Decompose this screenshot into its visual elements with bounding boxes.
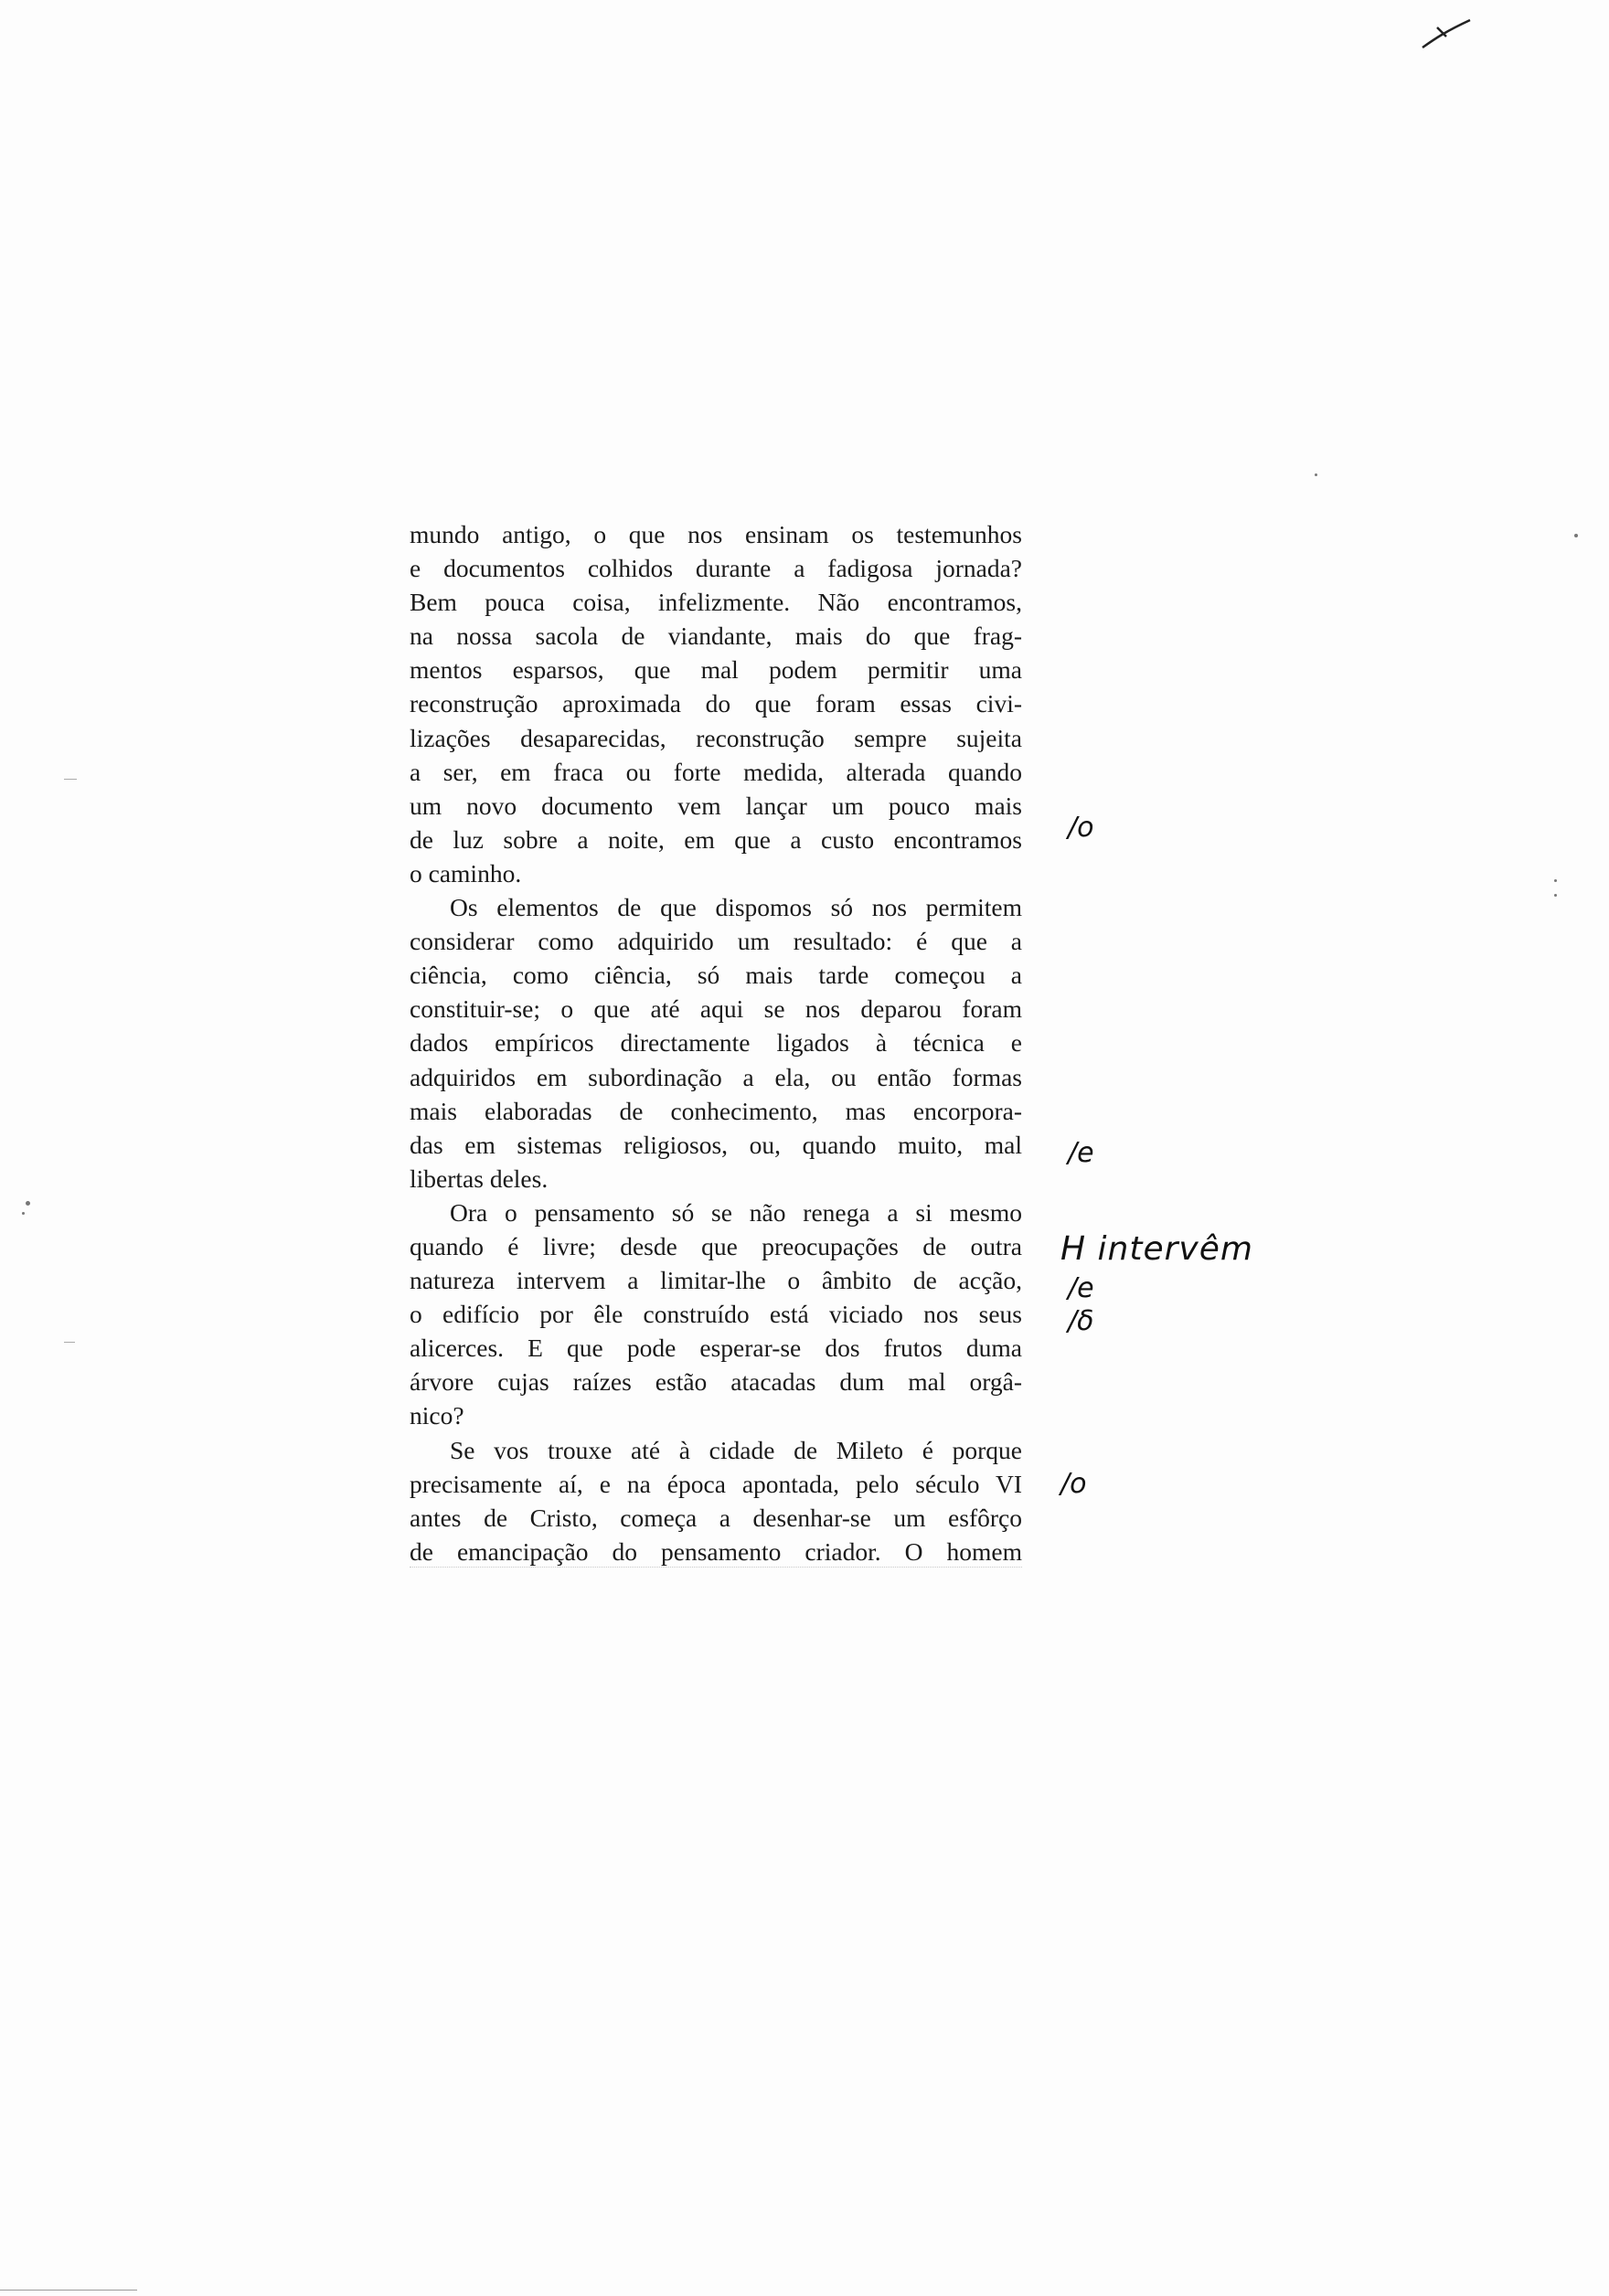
text-line: a ser, em fraca ou forte medida, alterada quando	[410, 757, 1022, 786]
text-line: das em sistemas religiosos, ou, quando muito, mal	[410, 1130, 1022, 1159]
text-line: mundo antigo, o que nos ensinam os testemunhos	[410, 520, 1022, 548]
scan-speck	[1574, 534, 1578, 537]
scan-speck	[26, 1201, 30, 1206]
paragraph-1	[410, 517, 1022, 890]
text-line: mentos esparsos, que mal podem permitir uma	[410, 655, 1022, 685]
text-line: o caminho.	[410, 858, 522, 888]
text-line: lizações desaparecidas, reconstrução sempre sujeita	[410, 723, 1022, 752]
text-line: dados empíricos directamente ligados à técnica e	[410, 1028, 1022, 1058]
paragraph-3	[410, 1196, 1022, 1433]
text-line: na nossa sacola de viandante, mais do que frag-	[410, 622, 1022, 651]
text-line: adquiridos em subordinação a ela, ou então formas	[410, 1062, 1022, 1091]
corner-check-mark-icon	[1419, 16, 1474, 53]
margin-note: /e	[1068, 1272, 1094, 1304]
scan-speck	[1554, 894, 1557, 897]
text-line: Se vos trouxe até à cidade de Mileto é porque	[450, 1435, 1022, 1464]
text-line: árvore cujas raízes estão atacadas dum mal orgâ-	[410, 1367, 1022, 1397]
text-line: precisamente aí, e na época apontada, pelo século VI	[410, 1469, 1022, 1498]
text-line: ciência, como ciência, só mais tarde começou a	[410, 961, 1022, 990]
text-line: de emancipação do pensamento criador. O homem	[410, 1536, 1022, 1566]
text-line: antes de Cristo, começa a desenhar-se um esfôrço	[410, 1503, 1022, 1532]
text-line: natureza intervem a limitar-lhe o âmbito de acção,	[410, 1266, 1022, 1295]
scan-edge-line	[0, 2290, 137, 2291]
text-line: um novo documento vem lançar um pouco mais	[410, 791, 1022, 820]
scan-speck	[64, 779, 77, 780]
margin-note: /o	[1068, 812, 1094, 844]
paragraph-4	[410, 1433, 1022, 1568]
text-line: alicerces. E que pode esperar-se dos frutos duma	[410, 1334, 1022, 1363]
text-line: o edifício por êle construído está viciado nos seus	[410, 1300, 1022, 1329]
page-bottom-rule	[410, 1567, 1022, 1568]
scan-speck	[22, 1212, 25, 1215]
text-line: Ora o pensamento só se não renega a si mesmo	[450, 1197, 1022, 1227]
scan-speck	[1315, 473, 1317, 476]
scan-speck	[64, 1342, 75, 1343]
margin-note: /o	[1060, 1468, 1087, 1500]
margin-note: /δ	[1068, 1305, 1094, 1337]
margin-note: H intervêm	[1060, 1230, 1253, 1268]
text-line: libertas deles.	[410, 1164, 549, 1193]
text-line: constituir-se; o que até aqui se nos deparou foram	[410, 994, 1022, 1024]
margin-note: /e	[1068, 1137, 1094, 1169]
body-text	[410, 517, 1022, 1568]
text-line: considerar como adquirido um resultado: é que a	[410, 927, 1022, 956]
text-line: reconstrução aproximada do que foram essas civi-	[410, 689, 1022, 718]
text-line: nico?	[410, 1401, 464, 1430]
text-line: e documentos colhidos durante a fadigosa jornada?	[410, 554, 1022, 583]
text-line: Bem pouca coisa, infelizmente. Não encontramos,	[410, 588, 1022, 617]
text-line: Os elementos de que dispomos só nos permitem	[450, 893, 1022, 922]
scan-speck	[1554, 879, 1557, 882]
paragraph-2	[410, 890, 1022, 1196]
text-line: de luz sobre a noite, em que a custo encontramos	[410, 824, 1022, 854]
text-line: quando é livre; desde que preocupações de outra	[410, 1231, 1022, 1260]
text-line: mais elaboradas de conhecimento, mas encorpora-	[410, 1096, 1022, 1125]
